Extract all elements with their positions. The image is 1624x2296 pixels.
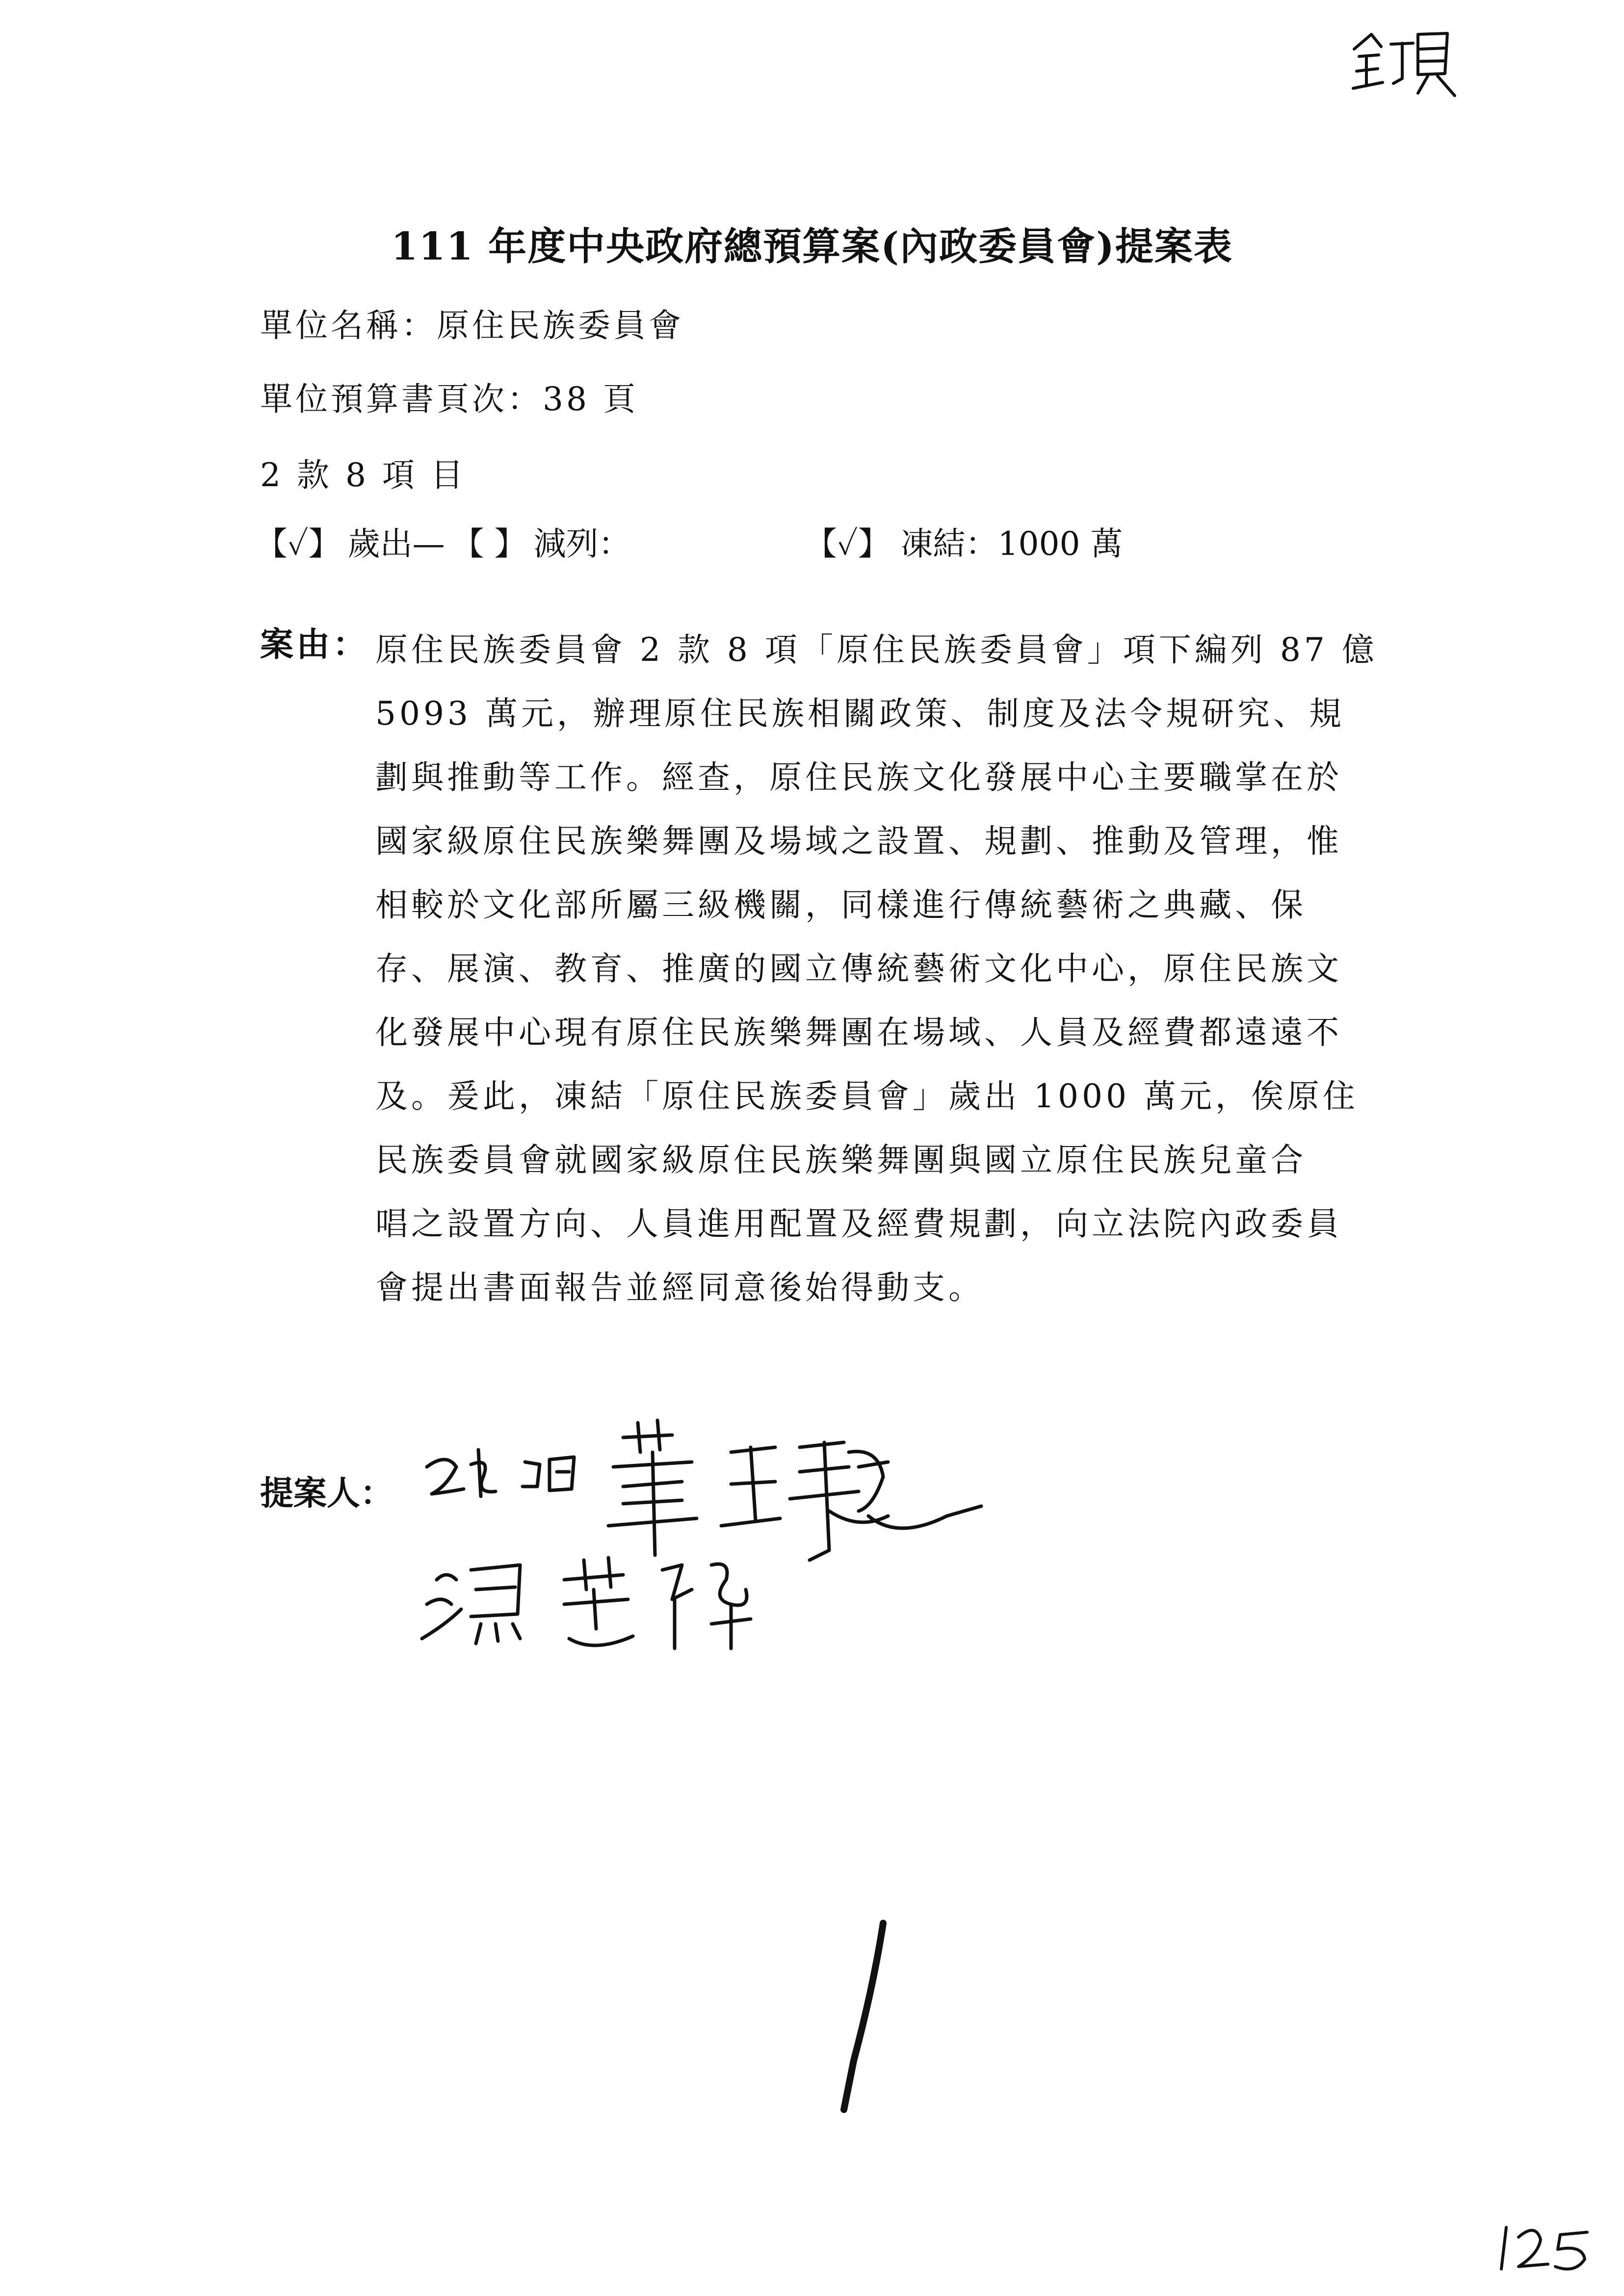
expenditure-checkbox[interactable]: 【✓】 xyxy=(255,525,341,563)
handwritten-corner-annotation xyxy=(1344,20,1462,103)
reason-line: 化發展中心現有原住民族樂舞團在場域、人員及經費都遠遠不 xyxy=(375,1014,1342,1051)
freeze-checkbox[interactable]: 【✓】 xyxy=(805,525,891,563)
reason-line: 存、展演、教育、推廣的國立傳統藝術文化中心，原住民族文 xyxy=(375,950,1342,988)
reduce-checkbox[interactable]: 【 】 xyxy=(451,525,527,563)
reason-text xyxy=(375,618,1401,1320)
page-title: 111 年度中央政府總預算案(內政委員會)提案表 xyxy=(391,224,1233,269)
page-number-text xyxy=(1511,2237,1512,2238)
reason-line: 及。爰此，凍結「原住民族委員會」歲出 1000 萬元，俟原住 xyxy=(375,1077,1359,1115)
handwritten-page-mark xyxy=(810,1913,917,2119)
reason-line: 相較於文化部所屬三級機關，同樣進行傳統藝術之典藏、保 xyxy=(375,886,1307,924)
expenditure-label: 歲出— xyxy=(347,525,445,563)
reason-line: 唱之設置方向、人員進用配置及經費規劃，向立法院內政委員 xyxy=(375,1205,1342,1243)
reason-line: 會提出書面報告並經同意後始得動支。 xyxy=(375,1269,984,1306)
reason-line: 劃與推動等工作。經查，原住民族文化發展中心主要職掌在於 xyxy=(375,758,1342,796)
budget-page-ref: 單位預算書頁次：38 頁 xyxy=(260,380,638,418)
reason-line: 國家級原住民族樂舞團及場域之設置、規劃、推動及管理，惟 xyxy=(375,822,1342,860)
handwritten-signatures xyxy=(417,1393,1055,1668)
handwritten-page-number xyxy=(1492,2218,1599,2276)
budget-item: 2 款 8 項 目 xyxy=(260,456,466,494)
reduce-label: 減列： xyxy=(533,525,631,563)
action-checkbox-row xyxy=(255,518,1123,564)
reason-label: 案由： xyxy=(260,625,369,664)
unit-name: 單位名稱：原住民族委員會 xyxy=(260,307,684,344)
reason-line: 原住民族委員會 2 款 8 項「原住民族委員會」項下編列 87 億 xyxy=(375,631,1378,669)
reason-line: 5093 萬元，辦理原住民族相關政策、制度及法令規研究、規 xyxy=(375,695,1345,732)
freeze-group xyxy=(805,518,1123,564)
proposer-label: 提案人： xyxy=(260,1474,394,1513)
reason-line: 民族委員會就國家級原住民族樂舞團與國立原住民族兒童合 xyxy=(375,1141,1307,1179)
freeze-label: 凍結：1000 萬 xyxy=(900,525,1123,563)
page-mark-text xyxy=(834,2011,835,2012)
